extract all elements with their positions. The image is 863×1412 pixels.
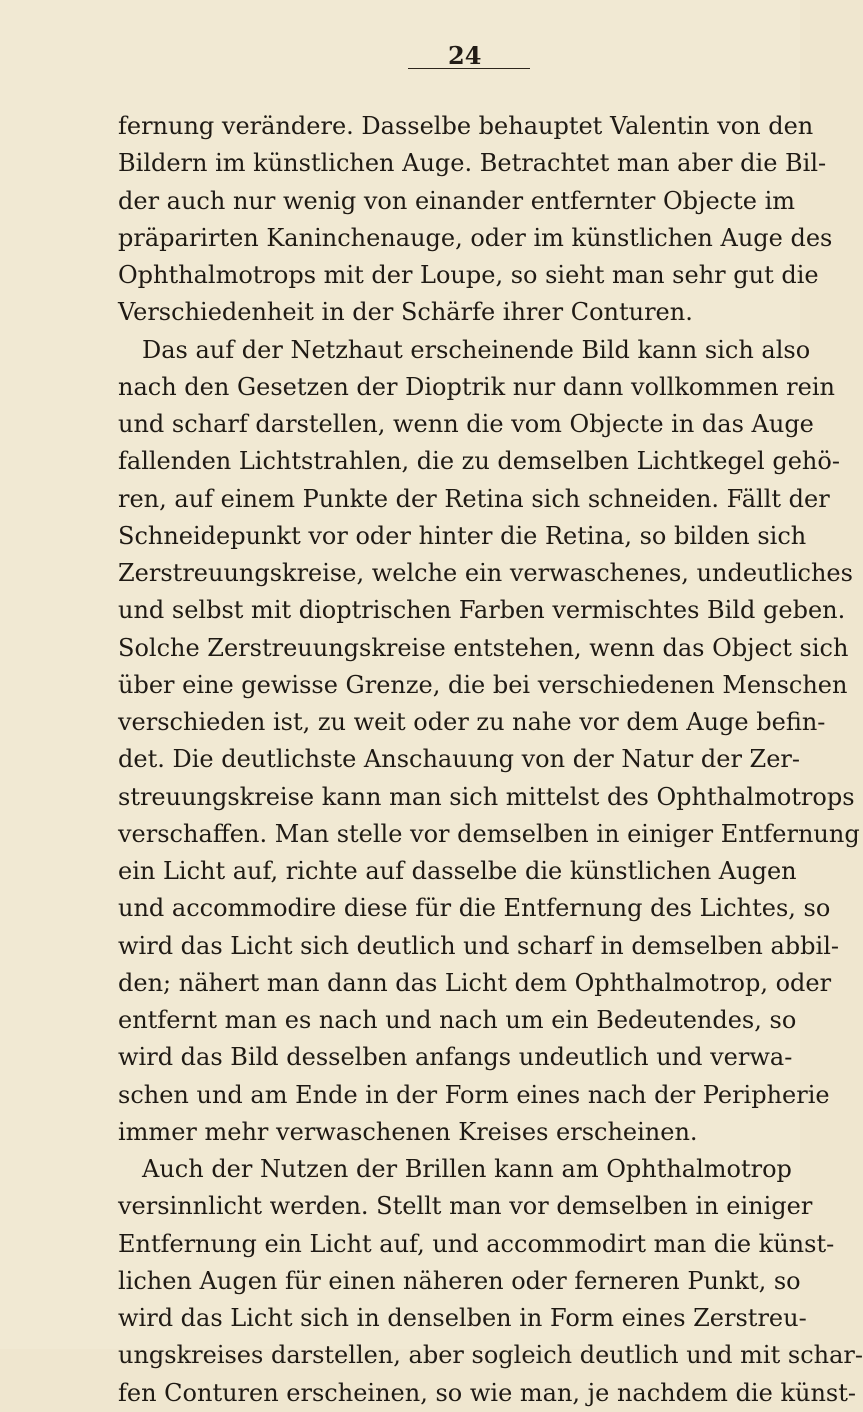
text-line: Auch der Nutzen der Brillen kann am Ophthalmotrop — [142, 1155, 792, 1183]
text-line: Verschiedenheit in der Schärfe ihrer Conturen. — [118, 298, 693, 327]
text-line: Das auf der Netzhaut erscheinende Bild kann sich also — [142, 335, 811, 364]
text-line: immer mehr verwaschenen Kreises erscheinen. — [118, 1117, 698, 1146]
text-line: der auch nur wenig von einander entfernter Objecte im — [118, 186, 796, 215]
text-line: det. Die deutlichste Anschauung von der Natur der Zer- — [118, 745, 801, 774]
text-line: wird das Licht sich deutlich und scharf in demselben abbil- — [118, 931, 839, 960]
text-line: Bildern im künstlichen Auge. Betrachtet man aber die Bil- — [118, 149, 827, 178]
text-line: fallenden Lichtstrahlen, die zu demselben Lichtkegel gehö- — [118, 447, 840, 476]
text-line: ren, auf einem Punkte der Retina sich schneiden. Fällt der — [118, 484, 830, 513]
text-line: verschaffen. Man stelle vor demselben in einiger Entfernung — [118, 819, 860, 848]
text-line: Entfernung ein Licht auf, und accommodirt man die künst- — [118, 1229, 835, 1258]
text-line: und accommodire diese für die Entfernung des Lichtes, so — [118, 894, 831, 923]
text-line: Ophthalmotrops mit der Loupe, so sieht man sehr gut die — [118, 261, 819, 289]
text-line: ein Licht auf, richte auf dasselbe die künstlichen Augen — [118, 857, 797, 885]
text-line: nach den Gesetzen der Dioptrik nur dann vollkommen rein — [118, 372, 835, 401]
text-line: entfernt man es nach und nach um ein Bedeutendes, so — [118, 1006, 797, 1034]
text-line: und scharf darstellen, wenn die vom Objecte in das Auge — [118, 410, 814, 438]
text-line: schen und am Ende in der Form eines nach der Peripherie — [118, 1080, 830, 1109]
body-text — [118, 108, 863, 1412]
text-line: versinnlicht werden. Stellt man vor demselben in einiger — [118, 1192, 813, 1221]
text-line: Zerstreuungskreise, welche ein verwaschenes, undeutliches — [118, 559, 853, 587]
text-line: wird das Bild desselben anfangs undeutlich und verwa- — [118, 1043, 793, 1072]
text-line: fen Conturen erscheinen, so wie man, je nachdem die künst- — [118, 1378, 856, 1407]
text-line: und selbst mit dioptrischen Farben vermischtes Bild geben. — [118, 596, 846, 625]
text-line: streuungskreise kann man sich mittelst des Ophthalmotrops — [118, 782, 855, 811]
text-line: fernung verändere. Dasselbe behauptet Valentin von den — [118, 112, 814, 140]
text-line: präparirten Kaninchenauge, oder im künstlichen Auge des — [118, 223, 833, 252]
page-number: 24 — [448, 41, 482, 70]
text-line: Schneidepunkt vor oder hinter die Retina, so bilden sich — [118, 521, 807, 550]
text-line: den; nähert man dann das Licht dem Ophthalmotrop, oder — [118, 968, 832, 997]
text-line: über eine gewisse Grenze, die bei verschiedenen Menschen — [118, 670, 848, 699]
text-line: verschieden ist, zu weit oder zu nahe vor dem Auge befin- — [118, 708, 826, 736]
text-line: wird das Licht sich in denselben in Form eines Zerstreu- — [118, 1304, 807, 1332]
page-number-rule — [408, 68, 530, 69]
text-line: Solche Zerstreuungskreise entstehen, wenn das Object sich — [118, 633, 849, 662]
text-line: ungskreises darstellen, aber sogleich deutlich und mit schar- — [118, 1341, 863, 1370]
text-line: lichen Augen für einen näheren oder ferneren Punkt, so — [118, 1266, 801, 1295]
